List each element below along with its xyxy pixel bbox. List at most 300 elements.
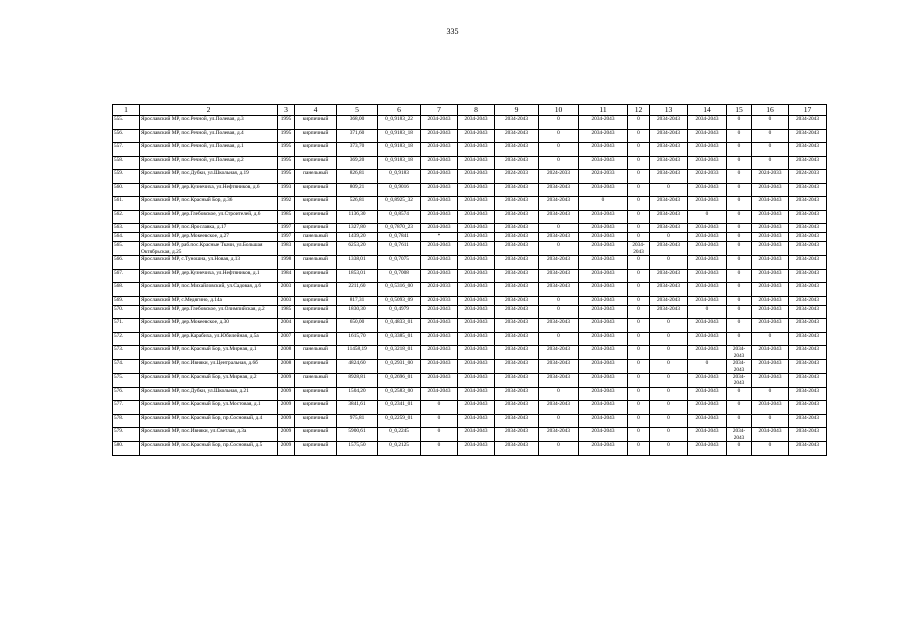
table-cell-col-12: 0 — [628, 283, 650, 297]
table-cell-col-5: 1136,30 — [337, 210, 378, 224]
table-cell-col-2: Ярославский МР, пос.Дубки, ул.Школьная, д.19 — [140, 170, 278, 184]
table-row — [113, 387, 827, 401]
table-row — [113, 296, 827, 305]
table-cell-col-7: 2034-2043 — [421, 224, 458, 233]
table-cell-col-16: 2034-2043 — [752, 428, 789, 442]
table-cell-col-4: кирпичный — [295, 332, 337, 346]
table-cell-col-10: 0 — [539, 224, 579, 233]
table-cell-col-15: 2034-2043 — [727, 346, 752, 360]
table-cell-col-12: 0 — [628, 170, 650, 184]
table-cell-col-13: 0 — [650, 346, 688, 360]
table-cell-col-7: * — [421, 233, 458, 242]
table-cell-col-8: 2034-2043 — [458, 224, 495, 233]
table-cell-col-5: 1439,20 — [337, 233, 378, 242]
table-cell-col-13: 2034-2043 — [650, 242, 688, 256]
table-cell-col-10: 2034-2043 — [539, 283, 579, 297]
table-cell-col-15: 0 — [727, 116, 752, 130]
table-cell-col-6: 0_0,3385_01 — [378, 332, 421, 346]
table-cell-col-10: 0 — [539, 156, 579, 170]
table-cell-col-11: 2034-2043 — [579, 296, 628, 305]
table-cell-col-11: 2034-2043 — [579, 256, 628, 270]
table-cell-col-11: 2034-2043 — [579, 442, 628, 456]
table-cell-col-8: 2034-2043 — [458, 233, 495, 242]
table-cell-col-15: 0 — [727, 401, 752, 415]
table-cell-col-15: 0 — [727, 414, 752, 428]
table-cell-col-14: 2034-2043 — [688, 346, 727, 360]
table-cell-col-13: 0 — [650, 360, 688, 374]
table-cell-col-14: 2034-2043 — [688, 269, 727, 283]
table-cell-col-12: 0 — [628, 129, 650, 143]
table-cell-col-1: 570. — [113, 305, 140, 319]
table-cell-col-13: 0 — [650, 183, 688, 197]
table-cell-col-5: 1853,01 — [337, 269, 378, 283]
table-cell-col-17: 2034-2043 — [789, 387, 827, 401]
table-cell-col-15: 0 — [727, 242, 752, 256]
column-header-6: 6 — [378, 105, 421, 116]
table-cell-col-9: 2034-2043 — [495, 269, 539, 283]
table-cell-col-14: 2034-2043 — [688, 319, 727, 333]
table-cell-col-3: 2009 — [278, 401, 295, 415]
table-cell-col-13: 0 — [650, 233, 688, 242]
table-cell-col-14: 2024-2033 — [688, 170, 727, 184]
table-cell-col-3: 2007 — [278, 332, 295, 346]
table-cell-col-10: 0 — [539, 143, 579, 157]
table-cell-col-8: 2034-2043 — [458, 129, 495, 143]
table-cell-col-8: 2034-2043 — [458, 116, 495, 130]
table-cell-col-3: 1995 — [278, 129, 295, 143]
table-cell-col-2: Ярославский МР, пос.Красный Бор, ул.Мостовая, д.1 — [140, 401, 278, 415]
table-cell-col-12: 0 — [628, 210, 650, 224]
table-cell-col-17: 2034-2043 — [789, 401, 827, 415]
table-cell-col-13: 2034-2043 — [650, 269, 688, 283]
column-header-7: 7 — [421, 105, 458, 116]
table-cell-col-1: 561. — [113, 197, 140, 211]
table-cell-col-8: 2034-2043 — [458, 442, 495, 456]
table-cell-col-1: 579. — [113, 428, 140, 442]
table-cell-col-12: 0 — [628, 143, 650, 157]
table-cell-col-1: 555. — [113, 116, 140, 130]
table-cell-col-7: 2034-2043 — [421, 143, 458, 157]
table-cell-col-10: 0 — [539, 242, 579, 256]
table-cell-col-14: 2034-2043 — [688, 414, 727, 428]
table-cell-col-7: 2034-2043 — [421, 387, 458, 401]
table-cell-col-6: 0_0,9183_18 — [378, 156, 421, 170]
table-row — [113, 210, 827, 224]
column-header-16: 16 — [752, 105, 789, 116]
table-cell-col-17: 2034-2043 — [789, 143, 827, 157]
table-cell-col-10: 0 — [539, 332, 579, 346]
table-cell-col-4: кирпичный — [295, 283, 337, 297]
table-cell-col-7: 2034-2043 — [421, 197, 458, 211]
table-cell-col-2: Ярославский МР, дер.Кузнечиха, ул.Нефтяников, д.1 — [140, 269, 278, 283]
table-cell-col-4: кирпичный — [295, 387, 337, 401]
table-cell-col-3: 2003 — [278, 283, 295, 297]
housing-repair-table — [112, 104, 826, 456]
table-cell-col-10: 2034-2043 — [539, 269, 579, 283]
table-cell-col-14: 0 — [688, 210, 727, 224]
table-cell-col-17: 2034-2043 — [789, 116, 827, 130]
table-cell-col-7: 2034-2043 — [421, 170, 458, 184]
column-header-15: 15 — [727, 105, 752, 116]
table-cell-col-15: 2034-2043 — [727, 360, 752, 374]
table-cell-col-1: 568. — [113, 283, 140, 297]
table-cell-col-7: 2034-2043 — [421, 305, 458, 319]
table-cell-col-17: 2034-2043 — [789, 224, 827, 233]
table-cell-col-17: 2024-2033 — [789, 170, 827, 184]
table-cell-col-9: 2034-2043 — [495, 129, 539, 143]
table-cell-col-7: 0 — [421, 401, 458, 415]
table-cell-col-16: 0 — [752, 116, 789, 130]
column-header-11: 11 — [579, 105, 628, 116]
table-cell-col-6: 0_0,2341_01 — [378, 401, 421, 415]
table-cell-col-3: 2009 — [278, 374, 295, 388]
table-cell-col-11: 2034-2043 — [579, 242, 628, 256]
table-cell-col-15: 0 — [727, 156, 752, 170]
table-cell-col-16: 2034-2043 — [752, 296, 789, 305]
table-cell-col-12: 2034-2043 — [628, 242, 650, 256]
table-cell-col-14: 0 — [688, 305, 727, 319]
table-cell-col-11: 2034-2043 — [579, 129, 628, 143]
table-cell-col-8: 2034-2043 — [458, 387, 495, 401]
table-cell-col-7: 2034-2043 — [421, 360, 458, 374]
table-cell-col-17: 2034-2043 — [789, 319, 827, 333]
table-cell-col-2: Ярославский МР, пос.Ярославка, д.17 — [140, 224, 278, 233]
table-cell-col-8: 2034-2043 — [458, 183, 495, 197]
table-cell-col-6: 0_0,5093_09 — [378, 296, 421, 305]
table-cell-col-7: 0 — [421, 414, 458, 428]
table-cell-col-10: 0 — [539, 116, 579, 130]
table-cell-col-6: 0_0,2245 — [378, 428, 421, 442]
table-cell-col-16: 2034-2043 — [752, 197, 789, 211]
table-cell-col-13: 0 — [650, 387, 688, 401]
table-cell-col-10: 2024-2033 — [539, 170, 579, 184]
table-cell-col-16: 2034-2043 — [752, 256, 789, 270]
table-cell-col-12: 0 — [628, 224, 650, 233]
table-cell-col-7: 0 — [421, 442, 458, 456]
table-cell-col-9: 2034-2043 — [495, 283, 539, 297]
table-cell-col-14: 2034-2043 — [688, 156, 727, 170]
table-cell-col-10: 2034-2043 — [539, 374, 579, 388]
table-cell-col-5: 1830,30 — [337, 305, 378, 319]
table-cell-col-2: Ярославский МР, пос.Красный Бор, д.36 — [140, 197, 278, 211]
table-cell-col-5: 373,70 — [337, 143, 378, 157]
table-cell-col-5: 371,60 — [337, 129, 378, 143]
table-cell-col-9: 2034-2043 — [495, 256, 539, 270]
table-cell-col-6: 0_0,7870_23 — [378, 224, 421, 233]
table-cell-col-6: 0_0,2259_01 — [378, 414, 421, 428]
table-cell-col-14: 2034-2043 — [688, 401, 727, 415]
table-cell-col-16: 2034-2043 — [752, 374, 789, 388]
table-cell-col-4: кирпичный — [295, 360, 337, 374]
column-header-10: 10 — [539, 105, 579, 116]
table-cell-col-17: 2034-2043 — [789, 183, 827, 197]
table-cell-col-11: 2034-2043 — [579, 210, 628, 224]
table-cell-col-12: 0 — [628, 156, 650, 170]
table-cell-col-14: 0 — [688, 360, 727, 374]
table-cell-col-15: 0 — [727, 332, 752, 346]
table-cell-col-9: 2034-2043 — [495, 183, 539, 197]
table-cell-col-5: 1615,70 — [337, 332, 378, 346]
table-cell-col-4: панельный — [295, 256, 337, 270]
table-cell-col-13: 2034-2043 — [650, 210, 688, 224]
table-cell-col-15: 0 — [727, 319, 752, 333]
table-cell-col-8: 2034-2043 — [458, 210, 495, 224]
table-cell-col-1: 576. — [113, 387, 140, 401]
table-cell-col-11: 2034-2043 — [579, 156, 628, 170]
table-cell-col-9: 2034-2043 — [495, 224, 539, 233]
table-cell-col-1: 556. — [113, 129, 140, 143]
table-cell-col-15: 0 — [727, 256, 752, 270]
table-cell-col-8: 2034-2043 — [458, 360, 495, 374]
table-cell-col-4: кирпичный — [295, 414, 337, 428]
table-cell-col-11: 2024-2033 — [579, 170, 628, 184]
table-cell-col-13: 0 — [650, 401, 688, 415]
table-cell-col-14: 2034-2043 — [688, 183, 727, 197]
table-cell-col-14: 2034-2043 — [688, 442, 727, 456]
table-cell-col-4: кирпичный — [295, 428, 337, 442]
table-cell-col-10: 0 — [539, 442, 579, 456]
table-cell-col-15: 0 — [727, 170, 752, 184]
table-cell-col-16: 2034-2043 — [752, 360, 789, 374]
table-cell-col-1: 569. — [113, 296, 140, 305]
table-cell-col-11: 2034-2043 — [579, 414, 628, 428]
table-cell-col-7: 2034-2043 — [421, 332, 458, 346]
table-cell-col-9: 2034-2043 — [495, 332, 539, 346]
table-cell-col-1: 574. — [113, 360, 140, 374]
table-cell-col-9: 2034-2043 — [495, 116, 539, 130]
table-row — [113, 156, 827, 170]
table-cell-col-9: 2034-2043 — [495, 143, 539, 157]
table-row — [113, 129, 827, 143]
table-cell-col-3: 1985 — [278, 210, 295, 224]
table-cell-col-12: 0 — [628, 116, 650, 130]
table-cell-col-4: кирпичный — [295, 305, 337, 319]
table-cell-col-9: 2034-2043 — [495, 414, 539, 428]
table-body — [113, 116, 827, 456]
table-cell-col-9: 2034-2043 — [495, 242, 539, 256]
table-row — [113, 414, 827, 428]
table-cell-col-4: кирпичный — [295, 156, 337, 170]
table-cell-col-7: 2034-2043 — [421, 319, 458, 333]
table-cell-col-16: 0 — [752, 143, 789, 157]
table-cell-col-8: 2034-2043 — [458, 143, 495, 157]
table-cell-col-16: 0 — [752, 414, 789, 428]
column-header-1: 1 — [113, 105, 140, 116]
table-cell-col-2: Ярославский МР, дер.Карабиха, ул.Юбилейная, д.5а — [140, 332, 278, 346]
table-cell-col-3: 2009 — [278, 387, 295, 401]
table-cell-col-11: 2034-2043 — [579, 346, 628, 360]
table-cell-col-14: 2034-2043 — [688, 242, 727, 256]
table-cell-col-17: 2034-2043 — [789, 414, 827, 428]
table-cell-col-2: Ярославский МР, пос.Красный Бор, ул.Мирная, д.2 — [140, 374, 278, 388]
table-cell-col-6: 0_0,2583_00 — [378, 387, 421, 401]
table-cell-col-13: 0 — [650, 442, 688, 456]
table-cell-col-6: 0_0,8574 — [378, 210, 421, 224]
table-cell-col-11: 2034-2043 — [579, 387, 628, 401]
table-cell-col-7: 2034-2043 — [421, 242, 458, 256]
table-cell-col-8: 2034-2043 — [458, 428, 495, 442]
table-cell-col-11: 2034-2043 — [579, 224, 628, 233]
table-row — [113, 374, 827, 388]
column-header-4: 4 — [295, 105, 337, 116]
table-cell-col-13: 2034-2043 — [650, 143, 688, 157]
table-cell-col-13: 2034-2043 — [650, 129, 688, 143]
table-cell-col-13: 0 — [650, 414, 688, 428]
table-cell-col-2: Ярославский МР, дер.Мокеевское, д.27 — [140, 233, 278, 242]
table-cell-col-9: 2034-2043 — [495, 401, 539, 415]
table-cell-col-5: 650,00 — [337, 319, 378, 333]
table-cell-col-15: 0 — [727, 305, 752, 319]
table-cell-col-2: Ярославский МР, пос.Ивняки, ул.Светлая, д.3а — [140, 428, 278, 442]
table-cell-col-9: 2034-2043 — [495, 387, 539, 401]
table-cell-col-12: 0 — [628, 183, 650, 197]
table-cell-col-8: 2034-2043 — [458, 156, 495, 170]
table-cell-col-13: 2034-2043 — [650, 283, 688, 297]
table-cell-col-5: 6253,20 — [337, 242, 378, 256]
table-cell-col-17: 2034-2043 — [789, 346, 827, 360]
table-cell-col-5: 817,31 — [337, 296, 378, 305]
table-cell-col-13: 2034-2043 — [650, 197, 688, 211]
table-cell-col-4: кирпичный — [295, 296, 337, 305]
table-cell-col-12: 0 — [628, 442, 650, 456]
table-cell-col-13: 0 — [650, 319, 688, 333]
column-header-13: 13 — [650, 105, 688, 116]
table-cell-col-16: 0 — [752, 387, 789, 401]
column-header-5: 5 — [337, 105, 378, 116]
page-number: 335 — [446, 27, 459, 36]
table-cell-col-9: 2034-2043 — [495, 233, 539, 242]
table-cell-col-14: 2034-2043 — [688, 224, 727, 233]
table-cell-col-8: 2034-2043 — [458, 319, 495, 333]
table-row — [113, 224, 827, 233]
table-cell-col-4: панельный — [295, 233, 337, 242]
table-row — [113, 183, 827, 197]
table-cell-col-2: Ярославский МР, с.Медягино, д.14а — [140, 296, 278, 305]
table-cell-col-4: кирпичный — [295, 319, 337, 333]
table-cell-col-8: 2034-2043 — [458, 283, 495, 297]
table-cell-col-11: 2034-2043 — [579, 283, 628, 297]
table-cell-col-5: 1338,01 — [337, 256, 378, 270]
table-cell-col-17: 2034-2043 — [789, 197, 827, 211]
table-cell-col-7: 2034-2043 — [421, 256, 458, 270]
table-cell-col-16: 2034-2043 — [752, 269, 789, 283]
table-cell-col-5: 368,00 — [337, 116, 378, 130]
table-cell-col-17: 2034-2043 — [789, 210, 827, 224]
table-cell-col-15: 0 — [727, 233, 752, 242]
table-cell-col-3: 2008 — [278, 360, 295, 374]
table-cell-col-14: 2034-2043 — [688, 116, 727, 130]
table-cell-col-8: 2034-2043 — [458, 170, 495, 184]
table-cell-col-5: 11458,19 — [337, 346, 378, 360]
column-header-2: 2 — [140, 105, 278, 116]
schedule-table — [112, 104, 827, 456]
table-cell-col-14: 2034-2043 — [688, 387, 727, 401]
table-cell-col-10: 2034-2043 — [539, 346, 579, 360]
table-cell-col-7: 2024-2033 — [421, 283, 458, 297]
table-cell-col-1: 565. — [113, 242, 140, 256]
table-cell-col-9: 2034-2043 — [495, 210, 539, 224]
table-cell-col-3: 1997 — [278, 233, 295, 242]
table-cell-col-5: 369,20 — [337, 156, 378, 170]
table-cell-col-12: 0 — [628, 233, 650, 242]
table-cell-col-8: 2034-2043 — [458, 305, 495, 319]
table-cell-col-5: 1504,20 — [337, 387, 378, 401]
table-cell-col-10: 2034-2043 — [539, 256, 579, 270]
table-cell-col-10: 2034-2043 — [539, 401, 579, 415]
table-cell-col-4: кирпичный — [295, 143, 337, 157]
table-cell-col-6: 0_0,9183_22 — [378, 116, 421, 130]
table-cell-col-8: 2034-2043 — [458, 414, 495, 428]
table-cell-col-8: 2034-2043 — [458, 256, 495, 270]
table-cell-col-4: кирпичный — [295, 116, 337, 130]
table-cell-col-2: Ярославский МР, пос.Дубки, ул.Школьная, д.21 — [140, 387, 278, 401]
column-header-8: 8 — [458, 105, 495, 116]
table-row — [113, 319, 827, 333]
table-cell-col-2: Ярославский МР, пос.Красный Бор, ул.Мирная, д.1 — [140, 346, 278, 360]
table-row — [113, 283, 827, 297]
table-cell-col-8: 2034-2043 — [458, 269, 495, 283]
table-cell-col-14: 2034-2043 — [688, 374, 727, 388]
table-cell-col-10: 0 — [539, 305, 579, 319]
table-cell-col-15: 0 — [727, 387, 752, 401]
table-cell-col-13: 0 — [650, 256, 688, 270]
table-cell-col-15: 0 — [727, 269, 752, 283]
table-cell-col-17: 2034-2043 — [789, 233, 827, 242]
table-cell-col-17: 2034-2043 — [789, 283, 827, 297]
table-cell-col-5: 4824,60 — [337, 360, 378, 374]
table-cell-col-14: 2034-2043 — [688, 143, 727, 157]
table-cell-col-7: 2034-2043 — [421, 156, 458, 170]
table-cell-col-9: 2034-2043 — [495, 156, 539, 170]
table-cell-col-16: 2034-2043 — [752, 242, 789, 256]
table-cell-col-12: 0 — [628, 256, 650, 270]
table-cell-col-2: Ярославский МР, пос.Ивняки, ул.Центральная, д.6б — [140, 360, 278, 374]
table-cell-col-4: кирпичный — [295, 224, 337, 233]
table-cell-col-6: 0_0,5316_00 — [378, 283, 421, 297]
table-cell-col-6: 0_0,9183_18 — [378, 143, 421, 157]
table-cell-col-17: 2034-2043 — [789, 374, 827, 388]
table-cell-col-16: 2034-2043 — [752, 233, 789, 242]
table-row — [113, 197, 827, 211]
table-row — [113, 242, 827, 256]
table-cell-col-6: 0_0,9016 — [378, 183, 421, 197]
table-cell-col-15: 2034-2043 — [727, 428, 752, 442]
table-cell-col-14: 2034-2043 — [688, 256, 727, 270]
table-cell-col-6: 0_0,2696_01 — [378, 374, 421, 388]
table-cell-col-1: 572. — [113, 332, 140, 346]
table-cell-col-12: 0 — [628, 428, 650, 442]
table-cell-col-7: 2024-2033 — [421, 296, 458, 305]
table-cell-col-17: 2034-2043 — [789, 269, 827, 283]
table-cell-col-17: 2034-2043 — [789, 256, 827, 270]
table-cell-col-12: 0 — [628, 269, 650, 283]
table-cell-col-1: 575. — [113, 374, 140, 388]
table-cell-col-3: 1985 — [278, 305, 295, 319]
table-cell-col-8: 2034-2043 — [458, 346, 495, 360]
table-cell-col-4: кирпичный — [295, 242, 337, 256]
table-cell-col-16: 2034-2043 — [752, 305, 789, 319]
table-cell-col-9: 2034-2043 — [495, 319, 539, 333]
table-cell-col-16: 2034-2043 — [752, 401, 789, 415]
table-cell-col-4: панельный — [295, 374, 337, 388]
table-cell-col-15: 0 — [727, 224, 752, 233]
table-cell-col-11: 2034-2043 — [579, 183, 628, 197]
table-row — [113, 346, 827, 360]
table-row — [113, 256, 827, 270]
table-cell-col-11: 2034-2043 — [579, 116, 628, 130]
table-cell-col-2: Ярославский МР, пос.Красный Бор, пр.Сосновый, д.4 — [140, 414, 278, 428]
table-cell-col-17: 2034-2043 — [789, 360, 827, 374]
